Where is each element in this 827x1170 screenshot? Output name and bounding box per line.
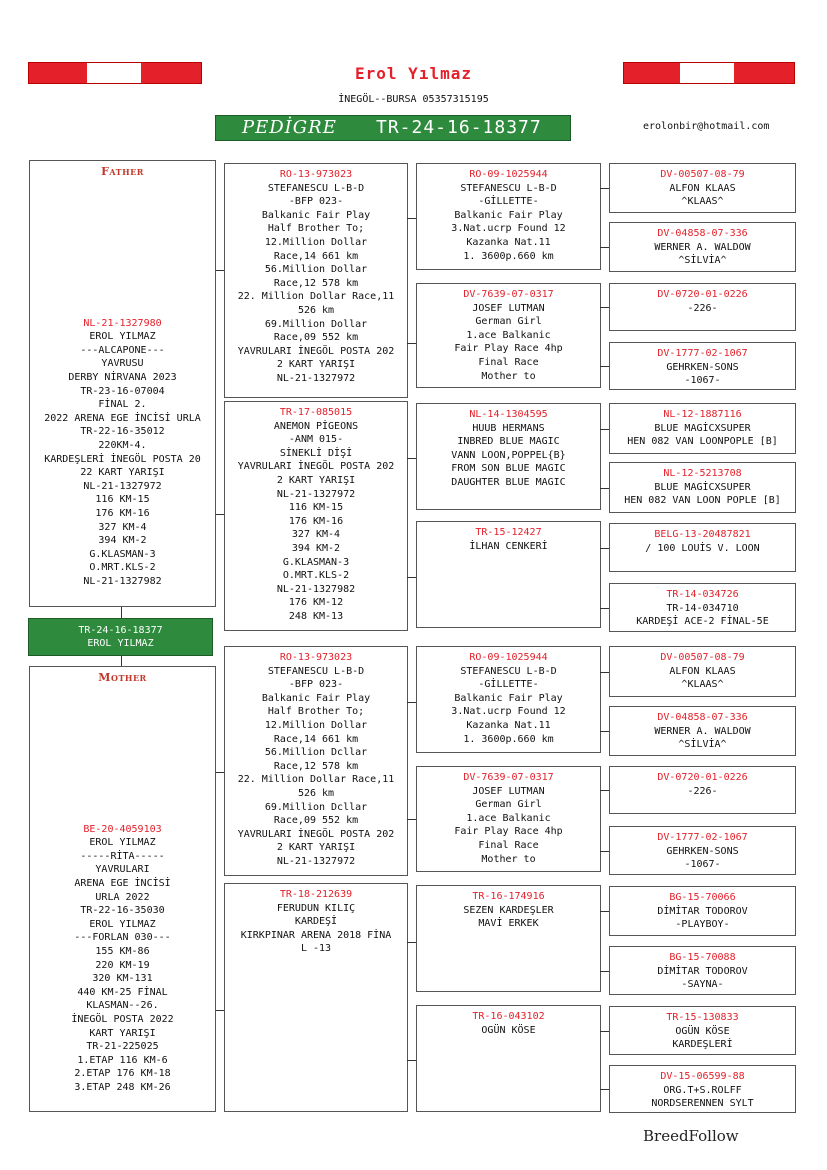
info-line: 2 KART YARIŞI xyxy=(276,359,356,371)
info-line: ---ALCAPONE--- xyxy=(80,344,165,356)
info-line: KIRKPINAR ARENA 2018 FİNA xyxy=(240,929,392,941)
owner-address: İNEGÖL--BURSA 05357315195 xyxy=(338,94,489,105)
info-line: OGÜN KÖSE xyxy=(675,1025,730,1037)
connector-line xyxy=(407,702,416,703)
info-line: ^SİLVİA^ xyxy=(678,255,727,267)
info-line: 69.Million Dcllar xyxy=(264,801,368,813)
info-line: 116 KM-15 xyxy=(95,494,150,506)
info-line: 394 KM-2 xyxy=(98,535,147,547)
info-line: HEN 082 VAN LOON POPLE [B] xyxy=(624,495,781,507)
ring-number: DV-0720-01-0226 xyxy=(657,772,748,783)
info-line: 3.ETAP 248 KM-26 xyxy=(74,1081,171,1093)
info-line: KARDEŞİ xyxy=(294,916,338,928)
great-grand-box xyxy=(609,462,796,513)
grand-box xyxy=(416,163,601,270)
info-line: BLUE MAGİCXSUPER xyxy=(654,481,751,493)
info-line: DİMİTAR TODOROV xyxy=(657,965,748,977)
ring-number: DV-1777-02-1067 xyxy=(657,832,748,843)
info-line: 56.Million Dcllar xyxy=(264,747,368,759)
info-line: Race,14 661 km xyxy=(273,733,359,745)
info-line: VANN LOON,POPPEL{B} xyxy=(451,449,566,461)
info-line: TR-21-225025 xyxy=(86,1041,159,1053)
subject-box xyxy=(28,618,213,656)
info-line: -226- xyxy=(687,302,718,314)
info-line: -----RİTA----- xyxy=(80,850,165,862)
info-line: TR-22-16-35030 xyxy=(80,905,165,917)
info-line: 1.ace Balkanic xyxy=(466,329,551,341)
info-line: German Girl xyxy=(475,799,542,811)
info-line: STEFANESCU L-B-D xyxy=(267,665,365,677)
ring-number: DV-15-06599-88 xyxy=(660,1071,745,1082)
info-line: NL-21-1327982 xyxy=(83,575,162,587)
info-line: KARDEŞLERİ xyxy=(672,1039,733,1051)
info-line: 56.Million Dollar xyxy=(264,264,368,276)
grand-box xyxy=(416,1005,601,1112)
great-grand-box xyxy=(609,163,796,213)
info-line: German Girl xyxy=(475,316,542,328)
info-line: ALFON KLAAS xyxy=(669,182,736,194)
info-line: YAVRULARI İNEGÖL POSTA 202 xyxy=(237,461,395,473)
info-line: İLHAN CENKERİ xyxy=(469,540,548,552)
info-line: L -13 xyxy=(300,943,332,955)
connector-line xyxy=(216,270,224,271)
info-line: O.MRT.KLS-2 xyxy=(282,570,350,582)
great-grand-box xyxy=(609,1065,796,1113)
connector-line xyxy=(600,1031,609,1032)
connector-line xyxy=(600,366,609,367)
info-line: HUUB HERMANS xyxy=(472,422,545,434)
great-grand-box xyxy=(609,583,796,632)
info-line: FERUDUN KILIÇ xyxy=(276,902,356,914)
father-box xyxy=(29,160,216,607)
ring-number: DV-04858-07-336 xyxy=(657,712,748,723)
info-line: Race,12 578 km xyxy=(273,760,359,772)
info-line: EROL YILMAZ xyxy=(89,918,156,930)
father-heading: Father xyxy=(101,165,144,178)
ring-number: BG-15-70066 xyxy=(669,892,736,903)
info-line: SİNEKLİ DİŞİ xyxy=(279,447,353,459)
pedigree-label: PEDİGRE xyxy=(242,117,337,138)
ring-number: RO-13-973023 xyxy=(279,169,353,180)
info-line: 2 KART YARIŞI xyxy=(276,474,356,486)
info-line: Half Brother To; xyxy=(267,706,365,718)
info-line: Race,12 578 km xyxy=(273,277,359,289)
info-line: 176 KM-16 xyxy=(288,515,344,527)
info-line: 440 KM-25 FİNAL xyxy=(77,986,168,998)
connector-line xyxy=(600,1089,609,1090)
info-line: KLASMAN--26. xyxy=(86,1000,159,1012)
connector-line xyxy=(600,911,609,912)
info-line: MAVİ ERKEK xyxy=(478,918,539,930)
info-line: Race,09 552 km xyxy=(273,815,359,827)
grand-box xyxy=(416,885,601,992)
info-line: KARDEŞİ ACE-2 FİNAL-5E xyxy=(636,616,769,628)
father-details xyxy=(30,317,215,589)
info-line: SEZEN KARDEŞLER xyxy=(463,904,554,916)
info-line: YAVRUSU xyxy=(101,358,144,370)
info-line: JOSEF LUTMAN xyxy=(472,302,545,314)
info-line: 116 KM-15 xyxy=(288,502,344,514)
info-line: 1. 3600p.660 km xyxy=(463,733,554,745)
connector-line xyxy=(600,247,609,248)
connector-line xyxy=(600,429,609,430)
mother-details xyxy=(30,823,215,1095)
info-line: 22. Million Dollar Race,11 xyxy=(237,291,395,303)
info-line: ---FORLAN 030--- xyxy=(74,932,171,944)
ring-number: DV-04858-07-336 xyxy=(657,228,748,239)
info-line: Balkanic Fair Play xyxy=(454,209,563,221)
info-line: O.MRT.KLS-2 xyxy=(89,562,156,574)
info-line: -1067- xyxy=(684,375,721,387)
ring-number: DV-0720-01-0226 xyxy=(657,289,748,300)
info-line: ORG.T+S.ROLFF xyxy=(663,1084,742,1096)
ring-number: NL-14-1304595 xyxy=(469,409,548,420)
great-grand-box xyxy=(609,826,796,875)
ring-number: DV-00507-08-79 xyxy=(660,169,745,180)
great-grand-box xyxy=(609,403,796,454)
connector-line xyxy=(600,307,609,308)
info-line: KARDEŞLERİ İNEGÖL POSTA 20 xyxy=(44,453,201,465)
ring-number: BELG-13-20487821 xyxy=(654,529,751,540)
info-line: Half Brother To; xyxy=(267,223,365,235)
grand-box xyxy=(416,403,601,510)
ring-number: TR-14-034726 xyxy=(666,589,739,600)
connector-line xyxy=(407,577,416,578)
info-line: NL-21-1327972 xyxy=(276,855,356,867)
info-line: DERBY NİRVANA 2023 xyxy=(68,371,177,383)
info-line: 69.Million Dollar xyxy=(264,318,368,330)
ring-number: TR-18-212639 xyxy=(279,889,353,900)
great-grand-box xyxy=(609,342,796,390)
ring-number: TR-15-130833 xyxy=(666,1012,739,1023)
ring-number: TR-16-174916 xyxy=(472,891,545,902)
info-line: NL-21-1327982 xyxy=(276,583,356,595)
ring-number: DV-1777-02-1067 xyxy=(657,348,748,359)
info-line: TR-14-034710 xyxy=(666,602,739,614)
info-line: NL-21-1327972 xyxy=(276,488,356,500)
connector-line xyxy=(600,188,609,189)
info-line: BLUE MAGİCXSUPER xyxy=(654,422,751,434)
great-grand-box xyxy=(609,283,796,331)
info-line: KART YARIŞI xyxy=(89,1027,156,1039)
ring-number: TR-17-085015 xyxy=(279,407,353,418)
info-line: FİNAL 2. xyxy=(98,399,147,411)
info-line: 176 KM-12 xyxy=(288,597,344,609)
info-line: STEFANESCU L-B-D xyxy=(460,182,557,194)
sire-line-box xyxy=(224,401,408,631)
info-line: -GİLLETTE- xyxy=(478,679,539,691)
great-grand-box xyxy=(609,886,796,936)
info-line: DİMİTAR TODOROV xyxy=(657,905,748,917)
great-grand-box xyxy=(609,523,796,572)
info-line: 3.Nat.ucrp Found 12 xyxy=(451,223,566,235)
info-line: -GİLLETTE- xyxy=(478,196,539,208)
ring-number: RO-13-973023 xyxy=(279,652,353,663)
info-line: YAVRULARI xyxy=(95,864,150,876)
info-line: 155 KM-86 xyxy=(95,945,150,957)
info-line: Balkanic Fair Play xyxy=(261,692,371,704)
info-line: 248 KM-13 xyxy=(288,610,344,622)
connector-line xyxy=(600,971,609,972)
connector-line xyxy=(216,772,224,773)
connector-line xyxy=(216,1010,224,1011)
sire-line-box xyxy=(224,163,408,398)
ring-number: RO-09-1025944 xyxy=(469,652,548,663)
info-line: TR-22-16-35012 xyxy=(80,426,165,438)
info-line: 12.Million Dollar xyxy=(264,719,368,731)
brand-footer: BreedFollow xyxy=(643,1127,739,1145)
info-line: ^SİLVİA^ xyxy=(678,739,727,751)
connector-line xyxy=(407,343,416,344)
info-line: DAUGHTER BLUE MAGIC xyxy=(451,476,566,488)
info-line: -1067- xyxy=(684,859,721,871)
info-line: ^KLAAS^ xyxy=(681,196,724,208)
great-grand-box xyxy=(609,222,796,272)
connector-line xyxy=(407,458,416,459)
info-line: Final Race xyxy=(478,839,539,851)
ring-number: NL-12-1887116 xyxy=(663,409,742,420)
info-line: 327 KM-4 xyxy=(98,521,147,533)
info-line: 1.ace Balkanic xyxy=(466,812,551,824)
info-line: YAVRULARI İNEGÖL POSTA 202 xyxy=(237,345,395,357)
info-line: HEN 082 VAN LOONPOPLE [B] xyxy=(627,436,778,448)
great-grand-box xyxy=(609,766,796,814)
info-line: 526 km xyxy=(297,787,335,799)
connector-line xyxy=(407,1060,416,1061)
info-line: 1.ETAP 116 KM-6 xyxy=(77,1054,168,1066)
info-line: ARENA EGE İNCİSİ xyxy=(74,877,171,889)
grand-box xyxy=(416,766,601,872)
connector-line xyxy=(600,548,609,549)
info-line: STEFANESCU L-B-D xyxy=(267,182,365,194)
info-line: 220 KM-19 xyxy=(95,959,150,971)
info-line: Mother to xyxy=(481,853,536,865)
subject-ring: TR-24-16-18377 xyxy=(78,625,163,636)
info-line: Fair Play Race 4hp xyxy=(454,826,563,838)
connector-line xyxy=(216,514,224,515)
info-line: 2022 ARENA EGE İNCİSİ URLA xyxy=(44,412,201,424)
info-line: EROL YILMAZ xyxy=(89,331,156,343)
info-line: 327 KM-4 xyxy=(291,529,341,541)
info-line: -PLAYBOY- xyxy=(675,919,730,931)
info-line: YAVRULARI İNEGÖL POSTA 202 xyxy=(237,828,395,840)
pedigree-banner xyxy=(215,115,571,141)
sire-line-box xyxy=(224,883,408,1112)
info-line: 1. 3600p.660 km xyxy=(463,250,554,262)
info-line: TR-23-16-07004 xyxy=(80,385,165,397)
info-line: 12.Million Dollar xyxy=(264,236,368,248)
info-line: 176 KM-16 xyxy=(95,507,150,519)
info-line: -BFP 023- xyxy=(288,196,344,208)
info-line: Kazanka Nat.11 xyxy=(466,236,551,248)
pigeon-ring: TR-24-16-18377 xyxy=(376,117,542,138)
info-line: Race,09 552 km xyxy=(273,332,359,344)
connector-line xyxy=(600,790,609,791)
info-line: Kazanka Nat.11 xyxy=(466,719,551,731)
connector-line xyxy=(600,851,609,852)
info-line: 220KM-4. xyxy=(98,439,147,451)
great-grand-box xyxy=(609,706,796,756)
info-line: Balkanic Fair Play xyxy=(454,692,563,704)
info-line: Final Race xyxy=(478,356,539,368)
connector-line xyxy=(600,731,609,732)
info-line: / 100 LOUİS V. LOON xyxy=(645,542,760,554)
info-line: 2.ETAP 176 KM-18 xyxy=(74,1068,171,1080)
info-line: 526 km xyxy=(297,304,335,316)
info-line: STEFANESCU L-B-D xyxy=(460,665,557,677)
info-line: JOSEF LUTMAN xyxy=(472,785,545,797)
info-line: Mother to xyxy=(481,370,536,382)
info-line: GEHRKEN-SONS xyxy=(666,845,739,857)
info-line: 394 KM-2 xyxy=(291,542,341,554)
info-line: -226- xyxy=(687,785,718,797)
info-line: EROL YILMAZ xyxy=(89,837,156,849)
connector-line xyxy=(121,656,122,666)
info-line: Fair Play Race 4hp xyxy=(454,343,563,355)
info-line: G.KLASMAN-3 xyxy=(282,556,350,568)
info-line: 22. Million Dollar Race,11 xyxy=(237,774,395,786)
info-line: ^KLAAS^ xyxy=(681,679,724,691)
info-line: Balkanic Fair Play xyxy=(261,209,371,221)
info-line: NL-21-1327972 xyxy=(83,480,162,492)
connector-line xyxy=(600,488,609,489)
connector-line xyxy=(121,607,122,618)
grand-box xyxy=(416,521,601,628)
sire-line-box xyxy=(224,646,408,876)
ring-number: DV-7639-07-0317 xyxy=(463,772,554,783)
connector-line xyxy=(407,942,416,943)
ring-number: BG-15-70088 xyxy=(669,952,736,963)
ring-number: RO-09-1025944 xyxy=(469,169,548,180)
info-line: 320 KM-131 xyxy=(92,973,153,985)
info-line: -ANM 015- xyxy=(288,434,344,446)
info-line: INBRED BLUE MAGIC xyxy=(457,436,560,448)
info-line: WERNER A. WALDOW xyxy=(654,725,751,737)
great-grand-box xyxy=(609,946,796,995)
ring-number: TR-15-12427 xyxy=(475,527,542,538)
subject-owner: EROL YILMAZ xyxy=(87,638,154,649)
ring-number: BE-20-4059103 xyxy=(83,823,162,835)
info-line: ALFON KLAAS xyxy=(669,665,736,677)
grand-box xyxy=(416,283,601,388)
connector-line xyxy=(600,672,609,673)
info-line: NL-21-1327972 xyxy=(276,372,356,384)
info-line: GEHRKEN-SONS xyxy=(666,361,739,373)
great-grand-box xyxy=(609,646,796,697)
info-line: -SAYNA- xyxy=(681,979,724,991)
ring-number: DV-7639-07-0317 xyxy=(463,289,554,300)
info-line: İNEGÖL POSTA 2022 xyxy=(71,1013,174,1025)
owner-email: erolonbir@hotmail.com xyxy=(643,121,770,132)
info-line: WERNER A. WALDOW xyxy=(654,241,751,253)
grand-box xyxy=(416,646,601,753)
info-line: Race,14 661 km xyxy=(273,250,359,262)
mother-box xyxy=(29,666,216,1112)
connector-line xyxy=(600,608,609,609)
ring-number: NL-21-1327980 xyxy=(83,317,162,329)
info-line: ANEMON PİGEONS xyxy=(273,420,359,432)
great-grand-box xyxy=(609,1006,796,1055)
info-line: G.KLASMAN-3 xyxy=(89,548,156,560)
info-line: OGÜN KÖSE xyxy=(481,1024,536,1036)
mother-heading: Mother xyxy=(98,671,147,684)
connector-line xyxy=(407,819,416,820)
owner-name: Erol Yılmaz xyxy=(355,64,472,83)
info-line: NORDSERENNEN SYLT xyxy=(651,1098,754,1110)
info-line: FROM SON BLUE MAGIC xyxy=(451,463,566,475)
ring-number: NL-12-5213708 xyxy=(663,468,742,479)
ring-number: DV-00507-08-79 xyxy=(660,652,745,663)
info-line: URLA 2022 xyxy=(95,891,150,903)
ring-number: TR-16-043102 xyxy=(472,1011,545,1022)
info-line: 22 KART YARIŞI xyxy=(80,467,165,479)
info-line: 3.Nat.ucrp Found 12 xyxy=(451,706,566,718)
info-line: 2 KART YARIŞI xyxy=(276,842,356,854)
info-line: -BFP 023- xyxy=(288,679,344,691)
connector-line xyxy=(407,218,416,219)
